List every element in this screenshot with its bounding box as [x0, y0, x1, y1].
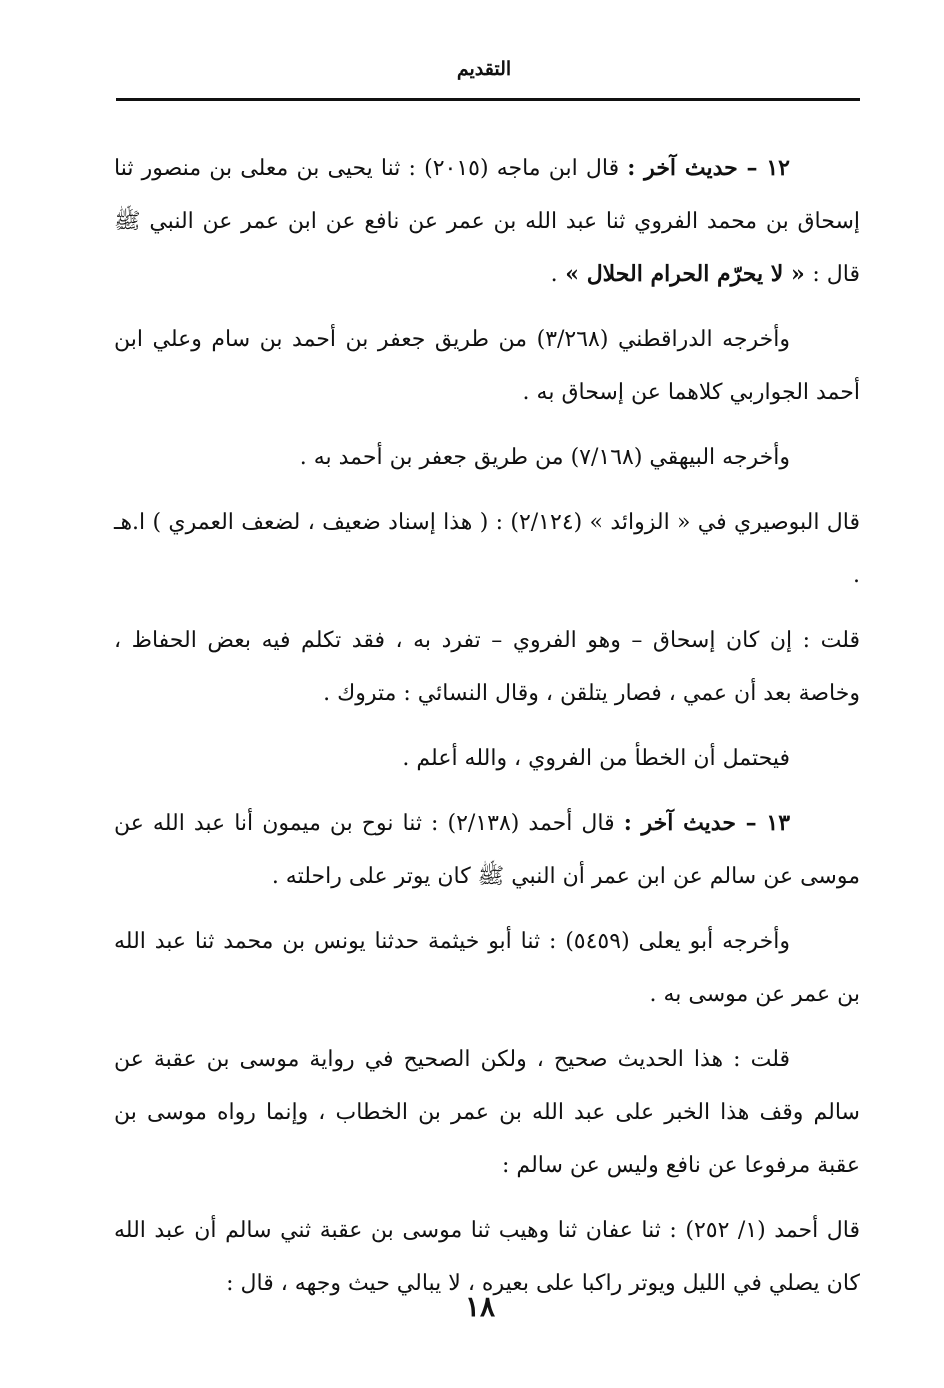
paragraph-comment-musa: قلت : هذا الحديث صحيح ، ولكن الصحيح في رواية موسى بن عقبة عن سالم وقف هذا الخبر على عبد الله بن عمر بن الخطاب ، وإنما رواه موسى بن عقبة مرفوعا عن نافع وليس عن سالم :	[114, 1047, 860, 1178]
paragraph-daraqutni: وأخرجه الدراقطني (٣/٢٦٨) من طريق جعفر بن أحمد بن سام وعلي ابن أحمد الجواربي كلاهما عن إسحاق به .	[114, 327, 860, 405]
paragraph-busiri: قال البوصيري في « الزوائد » (٢/١٢٤) : ( هذا إسناد ضعيف ، لضعف العمري ) ا.هـ .	[114, 510, 860, 588]
page-number: ١٨	[464, 1290, 496, 1323]
running-header: التقديم	[456, 58, 512, 80]
hadith-12-text: قال ابن ماجه (٢٠١٥) : ثنا يحيى بن معلى بن منصور ثنا إسحاق بن محمد الفروي ثنا عبد الله بن عمر عن نافع عن ابن عمر عن النبي ﷺ قال :	[114, 156, 860, 287]
paragraph-hadith-12	[114, 142, 860, 301]
hadith-13-text: قال أحمد (٢/١٣٨) : ثنا نوح بن ميمون أنا عبد الله عن موسى عن سالم عن ابن عمر أن النبي ﷺ كان يوتر على راحلته .	[114, 811, 860, 889]
paragraph-hadith-13	[114, 797, 860, 903]
paragraph-conclusion: فيحتمل أن الخطأ من الفروي ، والله أعلم .	[402, 746, 790, 771]
paragraph-abu-yala: وأخرجه أبو يعلى (٥٤٥٩) : ثنا أبو خيثمة حدثنا يونس بن محمد ثنا عبد الله بن عمر عن موسى به .	[114, 929, 860, 1007]
paragraph-comment-farwi: قلت : إن كان إسحاق – وهو الفروي – تفرد به ، فقد تكلم فيه بعض الحفاظ ، وخاصة بعد أن عمي ، فصار يتلقن ، وقال النسائي : متروك .	[114, 628, 860, 706]
paragraph-bayhaqi: وأخرجه البيهقي (٧/١٦٨) من طريق جعفر بن أحمد به .	[299, 445, 790, 470]
hadith-12-quote: « لا يحرّم الحرام الحلال »	[557, 261, 813, 287]
hadith-13-label: ١٣ – حديث آخر :	[623, 810, 791, 836]
paragraph-ahmad-affan: قال أحمد (١/ ٢٥٢) : ثنا عفان ثنا وهيب ثنا موسى بن عقبة ثني سالم أن عبد الله كان يصلي في الليل ويوتر راكبا على بعيره ، لا يبالي حيث وجهه ، قال :	[114, 1218, 860, 1296]
hadith-12-label: ١٢ – حديث آخر :	[627, 155, 790, 181]
hadith-12-end: .	[550, 262, 558, 287]
page-body	[114, 142, 860, 1322]
header-rule	[116, 98, 860, 101]
